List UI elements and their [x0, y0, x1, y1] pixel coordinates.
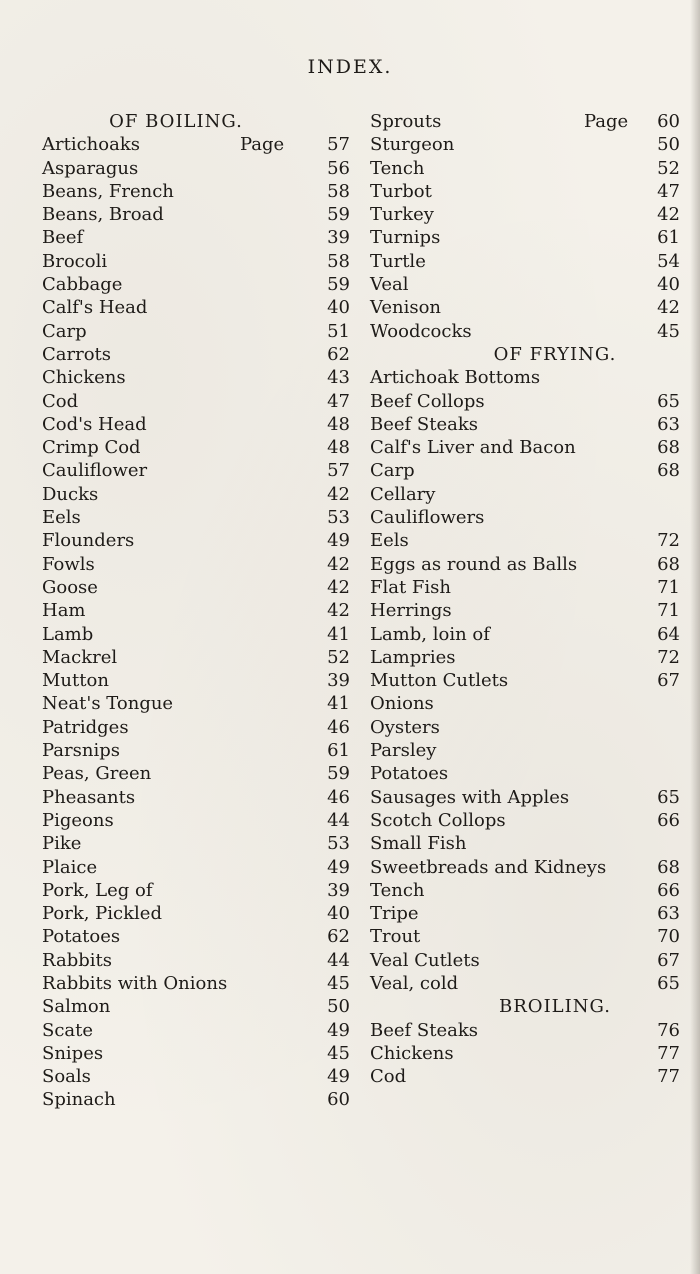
page-number: 40	[327, 297, 350, 319]
page-number: 59	[327, 274, 350, 296]
index-entry	[42, 599, 350, 622]
entry-name: Mackrel	[42, 646, 118, 668]
index-entry	[370, 716, 680, 739]
index-entry	[42, 669, 350, 692]
page-number: 59	[327, 204, 350, 226]
page-label: Page	[584, 111, 629, 132]
index-entry	[370, 180, 680, 203]
index-entry	[42, 902, 350, 925]
index-entry	[42, 343, 350, 366]
page-number: 48	[327, 413, 350, 435]
index-entry	[42, 483, 350, 506]
page-number: 47	[657, 180, 680, 202]
index-entry	[42, 692, 350, 715]
index-entry	[370, 110, 680, 133]
index-entry	[370, 459, 680, 482]
index-entry	[370, 273, 680, 296]
index-entry	[370, 436, 680, 459]
entry-name: Rabbits with Onions	[42, 972, 228, 994]
page-number: 67	[657, 949, 680, 971]
entry-name: Beef Collops	[370, 390, 485, 412]
page-number: 49	[327, 530, 350, 552]
entry-name: Turkey	[370, 204, 434, 226]
index-entry	[42, 180, 350, 203]
entry-name: Small Fish	[370, 833, 467, 855]
index-entry	[370, 623, 680, 646]
index-entry	[370, 599, 680, 622]
index-entry	[42, 390, 350, 413]
index-entry	[42, 925, 350, 948]
index-entry	[370, 226, 680, 249]
entry-name: Goose	[42, 576, 98, 598]
entry-name: Beans, French	[42, 180, 174, 202]
page-number: 41	[327, 623, 350, 645]
index-entry	[42, 1065, 350, 1088]
page-number: 58	[327, 250, 350, 272]
page-number: 58	[327, 180, 350, 202]
index-entry	[370, 320, 680, 343]
entry-name: Calf's Head	[42, 297, 148, 319]
index-entry	[370, 483, 680, 506]
index-entry	[42, 972, 350, 995]
entry-name: Woodcocks	[370, 320, 472, 342]
page-number: 43	[327, 367, 350, 389]
index-entry	[370, 949, 680, 972]
page-number: 59	[327, 763, 350, 785]
index-entry	[370, 413, 680, 436]
entry-name: Cod	[42, 390, 79, 412]
index-entry	[370, 669, 680, 692]
page-number: 40	[327, 903, 350, 925]
entry-name: Salmon	[42, 996, 111, 1018]
page-number: 52	[657, 157, 680, 179]
page-number: 63	[657, 413, 680, 435]
page-number: 45	[657, 320, 680, 342]
page-number: 42	[327, 483, 350, 505]
entry-name: Soals	[42, 1066, 91, 1088]
index-entry	[370, 529, 680, 552]
entry-name: Veal Cutlets	[370, 949, 480, 971]
entry-name: Pork, Pickled	[42, 903, 162, 925]
index-entry	[42, 366, 350, 389]
entry-name: Carrots	[42, 343, 112, 365]
page-number: 53	[327, 507, 350, 529]
page-number: 42	[327, 600, 350, 622]
entry-name: Cod	[370, 1066, 407, 1088]
entry-name: Artichoaks	[42, 134, 140, 156]
entry-name: Pork, Leg of	[42, 879, 153, 901]
index-entry	[370, 925, 680, 948]
page-title: INDEX.	[307, 56, 393, 78]
entry-name: Sweetbreads and Kidneys	[370, 856, 607, 878]
index-entry	[370, 1065, 680, 1088]
index-entry	[42, 250, 350, 273]
entry-name: Calf's Liver and Bacon	[370, 437, 576, 459]
index-entry	[370, 646, 680, 669]
index-entry	[370, 157, 680, 180]
index-entry	[370, 809, 680, 832]
page-number: 46	[327, 786, 350, 808]
index-entry	[370, 902, 680, 925]
index-entry	[42, 1019, 350, 1042]
entry-name: Parsnips	[42, 740, 120, 762]
page-number: 56	[327, 157, 350, 179]
index-entry	[370, 366, 680, 389]
index-entry	[42, 157, 350, 180]
entry-name: Turbot	[370, 180, 432, 202]
page-number: 64	[657, 623, 680, 645]
index-entry	[370, 972, 680, 995]
index-entry	[42, 576, 350, 599]
index-entry	[42, 529, 350, 552]
entry-name: Potatoes	[42, 926, 121, 948]
index-entry	[42, 856, 350, 879]
page-number: 39	[327, 227, 350, 249]
entry-name: Mutton	[42, 670, 109, 692]
entry-name: Turtle	[370, 250, 426, 272]
index-entry	[370, 390, 680, 413]
page-label: Page	[240, 134, 285, 156]
entry-name: Beef Steaks	[370, 413, 479, 435]
page-number: 67	[657, 670, 680, 692]
entry-name: Veal, cold	[370, 972, 459, 994]
page-number: 66	[657, 809, 680, 831]
index-entry	[370, 506, 680, 529]
entry-name: Veal	[370, 274, 409, 296]
entry-name: Beef Steaks	[370, 1019, 479, 1041]
page-number: 51	[327, 320, 350, 342]
entry-name: Chickens	[42, 367, 126, 389]
page-number: 44	[327, 949, 350, 971]
entry-name: Artichoak Bottoms	[370, 367, 541, 389]
page-number: 44	[327, 809, 350, 831]
page-number: 63	[657, 903, 680, 925]
entry-name: Carp	[42, 320, 87, 342]
page-edge-shadow	[690, 0, 700, 1274]
section-heading: BROILING.	[499, 996, 611, 1018]
index-entry	[42, 949, 350, 972]
section-heading: OF FRYING.	[493, 343, 617, 365]
entry-name: Pheasants	[42, 786, 136, 808]
entry-name: Beans, Broad	[42, 204, 164, 226]
page-number: 70	[657, 926, 680, 948]
entry-name: Carp	[370, 460, 415, 482]
page-number: 54	[657, 250, 680, 272]
entry-name: Crimp Cod	[42, 437, 141, 459]
section-heading: OF BOILING.	[109, 111, 243, 132]
entry-name: Rabbits	[42, 949, 112, 971]
page-number: 76	[657, 1019, 680, 1041]
page-number: 72	[657, 646, 680, 668]
entry-name: Trout	[370, 926, 421, 948]
index-entry	[42, 623, 350, 646]
page-number: 68	[657, 856, 680, 878]
entry-name: Eels	[42, 507, 81, 529]
entry-name: Venison	[370, 297, 442, 319]
page-number: 42	[657, 297, 680, 319]
index-entry	[42, 436, 350, 459]
entry-name: Ducks	[42, 483, 99, 505]
entry-name: Sprouts	[370, 111, 442, 132]
index-entry	[370, 553, 680, 576]
entry-name: Brocoli	[42, 250, 108, 272]
entry-name: Ham	[42, 600, 86, 622]
entry-name: Flounders	[42, 530, 135, 552]
index-entry	[42, 809, 350, 832]
page-number: 45	[327, 1042, 350, 1064]
index-entry	[42, 459, 350, 482]
page-number: 49	[327, 1019, 350, 1041]
index-entry	[370, 832, 680, 855]
page-number: 65	[657, 972, 680, 994]
entry-name: Tripe	[370, 903, 419, 925]
index-entry	[42, 203, 350, 226]
page-number: 60	[657, 111, 680, 132]
page-number: 57	[327, 460, 350, 482]
index-entry	[42, 296, 350, 319]
index-entry	[370, 576, 680, 599]
index-entry	[42, 133, 350, 156]
page-number: 46	[327, 716, 350, 738]
index-entry	[42, 413, 350, 436]
entry-name: Lamb	[42, 623, 94, 645]
page-number: 68	[657, 553, 680, 575]
index-entry	[370, 1019, 680, 1042]
entry-name: Cauliflower	[42, 460, 148, 482]
entry-name: Neat's Tongue	[42, 693, 174, 715]
entry-name: Flat Fish	[370, 576, 452, 598]
entry-name: Scotch Collops	[370, 809, 506, 831]
entry-name: Beef	[42, 227, 84, 249]
entry-name: Chickens	[370, 1042, 454, 1064]
page-number: 68	[657, 460, 680, 482]
entry-name: Tench	[370, 157, 425, 179]
entry-name: Eggs as round as Balls	[370, 553, 578, 575]
entry-name: Asparagus	[42, 157, 139, 179]
entry-name: Parsley	[370, 740, 437, 762]
page-number: 71	[657, 576, 680, 598]
entry-name: Cabbage	[42, 274, 123, 296]
index-entry	[42, 739, 350, 762]
entry-name: Spinach	[42, 1089, 116, 1111]
page-number: 39	[327, 670, 350, 692]
page-number: 50	[327, 996, 350, 1018]
entry-name: Pigeons	[42, 809, 114, 831]
page-number: 52	[327, 646, 350, 668]
page-number: 72	[657, 530, 680, 552]
index-entry	[42, 716, 350, 739]
page-number: 39	[327, 879, 350, 901]
page-number: 48	[327, 437, 350, 459]
index-entry	[370, 296, 680, 319]
page-number: 65	[657, 390, 680, 412]
page-number: 60	[327, 1089, 350, 1111]
page-number: 62	[327, 926, 350, 948]
index-entry	[370, 133, 680, 156]
index-entry	[42, 226, 350, 249]
entry-name: Peas, Green	[42, 763, 152, 785]
entry-name: Onions	[370, 693, 434, 715]
index-entry	[42, 1042, 350, 1065]
page-number: 61	[327, 740, 350, 762]
entry-name: Lampries	[370, 646, 456, 668]
index-entry	[370, 203, 680, 226]
entry-name: Potatoes	[370, 763, 449, 785]
page-number: 65	[657, 786, 680, 808]
index-entry	[370, 879, 680, 902]
index-entry	[370, 1042, 680, 1065]
page-number: 45	[327, 972, 350, 994]
entry-name: Mutton Cutlets	[370, 670, 509, 692]
index-entry	[42, 320, 350, 343]
index-entry	[42, 273, 350, 296]
index-entry	[42, 646, 350, 669]
index-entry	[42, 995, 350, 1018]
entry-name: Sturgeon	[370, 134, 455, 156]
index-column-right	[370, 110, 680, 1088]
page-number: 49	[327, 1066, 350, 1088]
page-number: 77	[657, 1066, 680, 1088]
page-number: 66	[657, 879, 680, 901]
entry-name: Turnips	[370, 227, 441, 249]
page-number: 53	[327, 833, 350, 855]
index-entry	[42, 506, 350, 529]
page-number: 41	[327, 693, 350, 715]
page-number: 40	[657, 274, 680, 296]
entry-name: Cauliflowers	[370, 507, 485, 529]
page-number: 42	[327, 553, 350, 575]
page-number: 71	[657, 600, 680, 622]
index-entry	[42, 762, 350, 785]
entry-name: Plaice	[42, 856, 98, 878]
index-entry	[370, 856, 680, 879]
entry-name: Oysters	[370, 716, 440, 738]
page-number: 50	[657, 134, 680, 156]
page-number: 49	[327, 856, 350, 878]
entry-name: Tench	[370, 879, 425, 901]
index-entry	[370, 250, 680, 273]
page-number: 68	[657, 437, 680, 459]
entry-name: Scate	[42, 1019, 94, 1041]
entry-name: Cellary	[370, 483, 436, 505]
index-entry	[42, 553, 350, 576]
entry-name: Patridges	[42, 716, 129, 738]
entry-name: Pike	[42, 833, 82, 855]
index-entry	[42, 786, 350, 809]
page-number: 57	[327, 134, 350, 156]
index-entry	[370, 786, 680, 809]
page-number: 61	[657, 227, 680, 249]
page-number: 62	[327, 343, 350, 365]
entry-name: Herrings	[370, 600, 452, 622]
page-number: 77	[657, 1042, 680, 1064]
page-number: 42	[327, 576, 350, 598]
entry-name: Cod's Head	[42, 413, 147, 435]
entry-name: Fowls	[42, 553, 95, 575]
page-number: 42	[657, 204, 680, 226]
index-entry	[42, 879, 350, 902]
page-number: 47	[327, 390, 350, 412]
index-entry	[42, 832, 350, 855]
entry-name: Eels	[370, 530, 409, 552]
index-column-left	[42, 110, 350, 1112]
entry-name: Sausages with Apples	[370, 786, 570, 808]
index-entry	[370, 739, 680, 762]
index-entry	[370, 762, 680, 785]
entry-name: Snipes	[42, 1042, 104, 1064]
entry-name: Lamb, loin of	[370, 623, 490, 645]
index-entry	[42, 1088, 350, 1111]
index-entry	[370, 692, 680, 715]
